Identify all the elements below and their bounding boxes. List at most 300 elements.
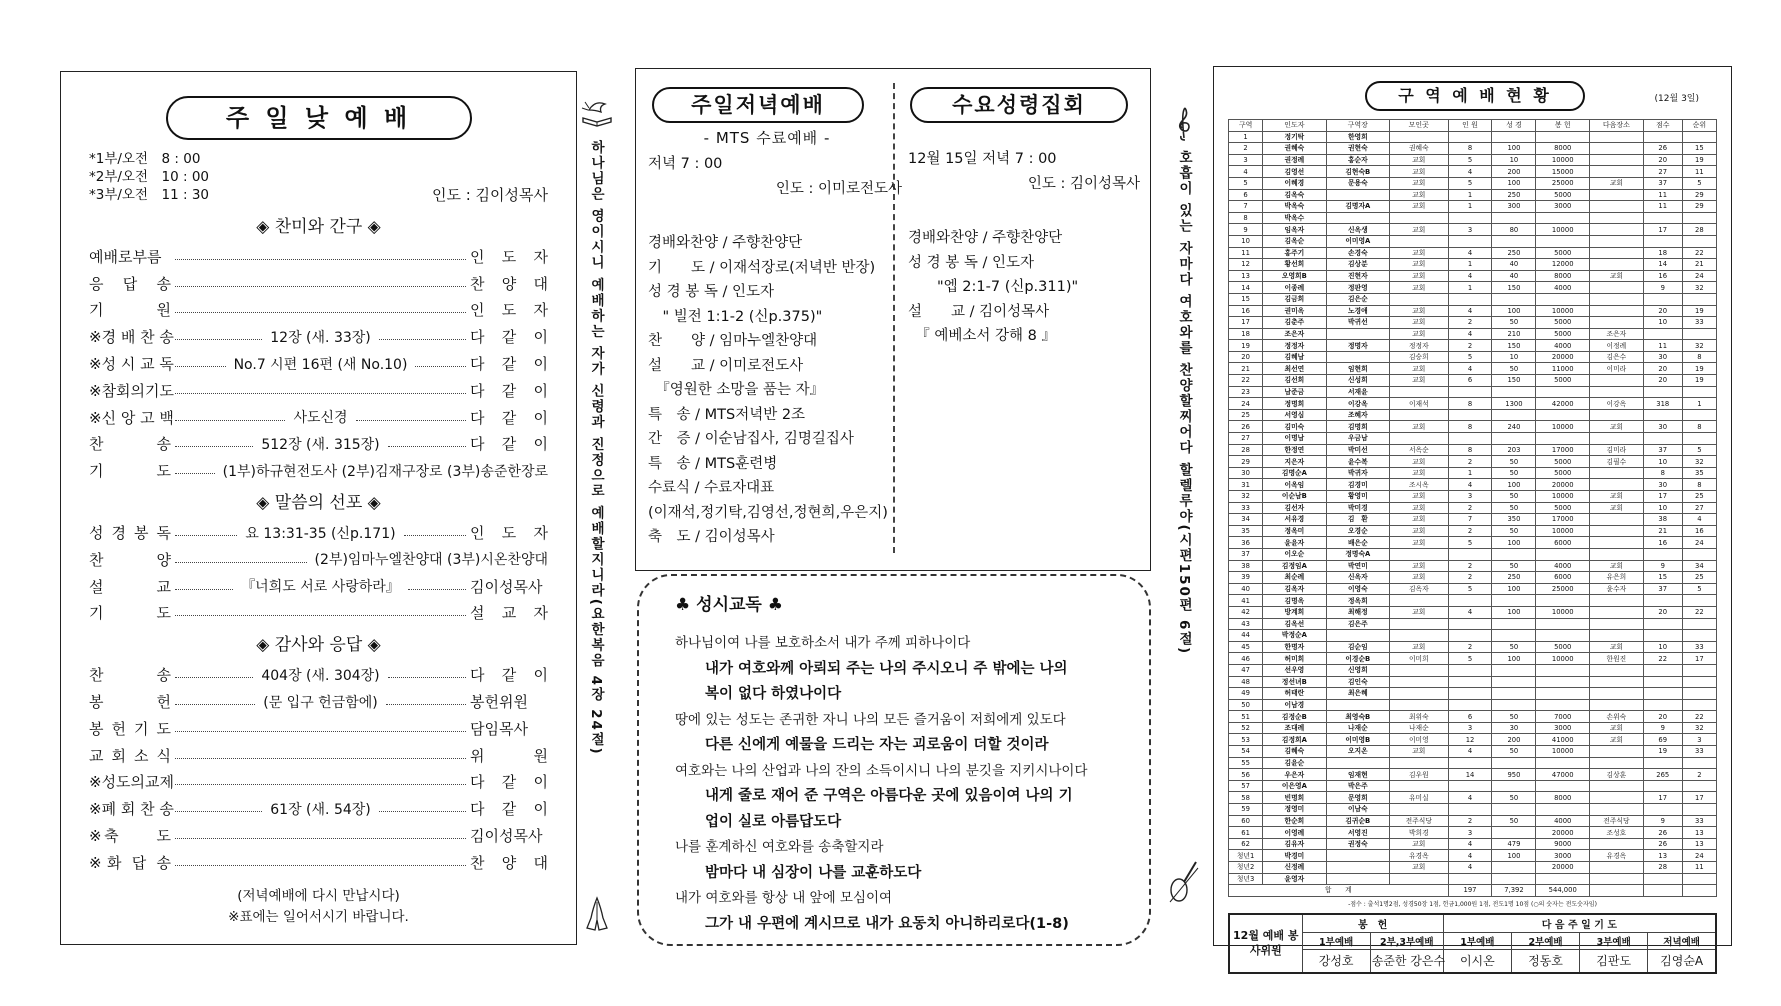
table-cell: 10 [1643, 317, 1682, 329]
table-cell: 김명순A [1263, 467, 1326, 479]
evening-line: " 빌전 1:1-2 (신p.375)" [648, 308, 823, 325]
table-cell: 이은영A [1263, 780, 1326, 792]
table-cell: 50 [1492, 317, 1536, 329]
table-cell: 150 [1492, 282, 1536, 294]
table-cell [1643, 618, 1682, 630]
table-cell: 이혜경 [1263, 177, 1326, 189]
evening-reminder: (저녁예배에 다시 만납시다) [237, 887, 400, 904]
table-cell [1492, 676, 1536, 688]
table-cell: 10000 [1536, 606, 1590, 618]
table-cell: 3 [1448, 224, 1492, 236]
table-row [1229, 398, 1717, 410]
leader-dots [175, 535, 237, 536]
table-row [1229, 270, 1717, 282]
table-cell: 28 [1229, 444, 1263, 456]
table-cell [1536, 131, 1590, 143]
table-cell: 21 [1229, 363, 1263, 375]
table-cell: 1300 [1492, 398, 1536, 410]
table-cell: 홍주기 [1263, 247, 1326, 259]
prayer-header: 다 음 주 일 기 도 [1443, 914, 1716, 933]
table-cell: 22 [1229, 375, 1263, 387]
table-cell: 22 [1643, 653, 1682, 665]
volunteer-column: 3부예배 [1580, 932, 1648, 949]
table-cell: 203 [1492, 444, 1536, 456]
table-cell [1590, 293, 1644, 305]
leader-dots [175, 758, 466, 759]
table-cell [1590, 131, 1644, 143]
table-cell: 1 [1448, 201, 1492, 213]
table-cell [1326, 189, 1389, 201]
district-table [1228, 119, 1717, 897]
item-person: 인 도 자 [470, 301, 548, 320]
evening-line: 특 송 / MTS저녁반 2조 [648, 406, 806, 423]
table-cell: 52 [1229, 722, 1263, 734]
sunday-morning-title: 주 일 낮 예 배 [166, 96, 472, 140]
table-cell: 황선희 [1263, 259, 1326, 271]
leader-dots [175, 731, 466, 732]
table-cell: 김명옥 [1263, 595, 1326, 607]
table-cell: 25 [1229, 409, 1263, 421]
table-cell [1448, 676, 1492, 688]
table-cell: 26 [1643, 838, 1682, 850]
table-cell [1643, 548, 1682, 560]
table-cell: 13 [1229, 270, 1263, 282]
table-row [1229, 282, 1717, 294]
table-cell: 4 [1448, 746, 1492, 758]
table-cell [1492, 235, 1536, 247]
column-header: 인도자 [1263, 120, 1326, 132]
table-cell: 33 [1229, 502, 1263, 514]
service-item [89, 573, 548, 600]
table-cell: 교회 [1390, 154, 1449, 166]
table-cell: 39 [1229, 572, 1263, 584]
table-cell: 홍순자 [1326, 154, 1389, 166]
leader-dots [175, 312, 466, 313]
table-cell: 정정자 [1263, 340, 1326, 352]
evening-line: 성 경 봉 독 / 인도자 [648, 284, 774, 300]
table-cell: 황영미 [1326, 491, 1389, 503]
table-cell: 28 [1682, 224, 1716, 236]
column-header: 인 원 [1448, 120, 1492, 132]
table-cell: 김명희 [1326, 421, 1389, 433]
table-cell: 22 [1682, 247, 1716, 259]
table-cell: 빈명희 [1263, 792, 1326, 804]
volunteer-column: 저녁예배 [1648, 932, 1716, 949]
table-cell: 한명자 [1263, 641, 1326, 653]
table-row [1229, 444, 1717, 456]
table-cell: 교회 [1390, 746, 1449, 758]
table-cell: 박경미 [1263, 850, 1326, 862]
table-cell: 김은주 [1326, 618, 1389, 630]
service-item [89, 457, 548, 484]
table-cell: 35 [1682, 467, 1716, 479]
table-cell: 10 [1643, 641, 1682, 653]
table-cell: 27 [1643, 166, 1682, 178]
table-cell: 정옥미 [1263, 525, 1326, 537]
leader-dots [175, 615, 466, 616]
table-cell: 19 [1682, 305, 1716, 317]
volunteer-name: 강성호 [1302, 949, 1370, 973]
volunteer-name: 송준한 강은수 [1370, 949, 1443, 973]
wednesday-line: 설 교 / 김이성목사 [908, 303, 1050, 320]
table-cell: 오영희B [1263, 270, 1326, 282]
table-cell: 신정례 [1263, 862, 1326, 874]
leader-dots [175, 259, 466, 260]
table-cell [1682, 688, 1716, 700]
table-cell: 25000 [1536, 583, 1590, 595]
table-row [1229, 838, 1717, 850]
table-cell: 50 [1492, 525, 1536, 537]
table-cell: 교회 [1390, 572, 1449, 584]
table-cell [1390, 757, 1449, 769]
table-cell: 37 [1643, 583, 1682, 595]
service-item [89, 849, 548, 876]
table-cell: 17 [1682, 792, 1716, 804]
table-cell: 9 [1643, 815, 1682, 827]
table-cell: 오경순 [1326, 525, 1389, 537]
table-cell: 22 [1682, 606, 1716, 618]
table-cell: 5 [1448, 154, 1492, 166]
table-row [1229, 862, 1717, 874]
table-cell: 10000 [1536, 305, 1590, 317]
table-cell: 8 [1448, 421, 1492, 433]
section-heading: ◈ 찬미와 간구 ◈ [256, 217, 381, 237]
table-row [1229, 572, 1717, 584]
table-cell [1643, 780, 1682, 792]
table-cell [1590, 317, 1644, 329]
table-cell: 318 [1643, 398, 1682, 410]
table-cell [1390, 548, 1449, 560]
table-cell: 김정순B [1263, 711, 1326, 723]
table-cell: 교회 [1590, 421, 1644, 433]
volunteer-table [1228, 913, 1717, 974]
item-person: 담임목사 [470, 719, 528, 738]
table-cell: 2 [1448, 815, 1492, 827]
table-cell: 교회 [1390, 525, 1449, 537]
item-label: 교 회 소 식 [89, 746, 171, 765]
evening-line: 축 도 / 김이성목사 [648, 529, 775, 545]
table-cell: 서영심 [1263, 409, 1326, 421]
table-cell: 4 [1448, 305, 1492, 317]
table-cell: 26 [1229, 421, 1263, 433]
table-cell [1590, 862, 1644, 874]
table-cell: 37 [1643, 444, 1682, 456]
evening-line: 수료식 / 수료자대표 [648, 480, 775, 496]
table-cell [1390, 676, 1449, 688]
table-cell: 이강옥 [1590, 398, 1644, 410]
table-cell [1536, 212, 1590, 224]
table-cell: 4 [1229, 166, 1263, 178]
table-cell: 김옥선 [1263, 618, 1326, 630]
table-cell: 17 [1643, 792, 1682, 804]
table-row [1229, 235, 1717, 247]
table-cell [1536, 699, 1590, 711]
table-row [1229, 757, 1717, 769]
leader-dots [356, 420, 466, 421]
table-cell: 38 [1643, 514, 1682, 526]
leader-dots [175, 704, 255, 705]
table-cell [1643, 595, 1682, 607]
table-cell: 나재순 [1326, 722, 1389, 734]
table-cell [1643, 293, 1682, 305]
table-cell: 19 [1682, 363, 1716, 375]
table-row [1229, 212, 1717, 224]
table-cell: 이오순 [1263, 548, 1326, 560]
table-cell: 25000 [1536, 177, 1590, 189]
table-cell: 2 [1448, 317, 1492, 329]
table-cell: 7 [1229, 201, 1263, 213]
table-row [1229, 143, 1717, 155]
district-date: (12월 3일) [1654, 94, 1699, 104]
item-label: ※축 도 [89, 827, 171, 846]
table-cell: 이미영 [1390, 734, 1449, 746]
table-cell: 정선녀B [1263, 676, 1326, 688]
item-label: 설 교 [89, 577, 171, 596]
table-cell [1590, 630, 1644, 642]
table-cell [1390, 780, 1449, 792]
table-cell [1326, 873, 1389, 885]
table-cell [1448, 293, 1492, 305]
table-cell [1682, 664, 1716, 676]
table-cell [1492, 212, 1536, 224]
item-label: 찬 송 [89, 435, 171, 454]
table-row [1229, 317, 1717, 329]
item-person: 다 같 이 [470, 355, 548, 374]
table-cell: 50 [1492, 560, 1536, 572]
table-cell [1390, 618, 1449, 630]
table-cell: 49 [1229, 688, 1263, 700]
table-cell: 5000 [1536, 467, 1590, 479]
table-cell [1590, 189, 1644, 201]
service-item [89, 688, 548, 715]
table-cell: 5 [1448, 653, 1492, 665]
table-cell: 정기탁 [1263, 131, 1326, 143]
table-cell: 이명남 [1263, 433, 1326, 445]
table-cell: 교회 [1390, 838, 1449, 850]
table-cell: 박미경 [1326, 502, 1389, 514]
table-cell: 30 [1643, 479, 1682, 491]
table-cell [1536, 630, 1590, 642]
item-detail: 61장 (새. 54장) [270, 801, 371, 818]
table-cell: 24 [1682, 850, 1716, 862]
table-cell: 40 [1229, 583, 1263, 595]
table-cell: 45 [1229, 641, 1263, 653]
table-cell: 3 [1682, 734, 1716, 746]
table-cell: 4 [1448, 166, 1492, 178]
table-cell [1492, 862, 1536, 874]
table-cell: 2 [1448, 560, 1492, 572]
leader-dots [175, 339, 262, 340]
table-cell: 교회 [1390, 189, 1449, 201]
table-cell: 노경애 [1326, 305, 1389, 317]
table-cell: 교회 [1590, 177, 1644, 189]
item-label: 성 경 봉 독 [89, 524, 171, 543]
table-cell [1390, 212, 1449, 224]
table-cell [1590, 143, 1644, 155]
table-row [1229, 734, 1717, 746]
table-cell [1492, 630, 1536, 642]
table-cell: 69 [1643, 734, 1682, 746]
table-cell: 56 [1229, 769, 1263, 781]
table-cell: 나재순 [1390, 722, 1449, 734]
table-cell: 4000 [1536, 340, 1590, 352]
table-cell: 윤윤자 [1263, 537, 1326, 549]
table-cell [1390, 131, 1449, 143]
table-cell: 20 [1643, 305, 1682, 317]
table-row [1229, 375, 1717, 387]
service-item [89, 297, 548, 324]
divider [893, 83, 895, 553]
leader-dots [175, 865, 466, 866]
evening-line: 경배와찬양 / 주향찬양단 [648, 235, 803, 251]
table-cell: 57 [1229, 780, 1263, 792]
table-cell: 김미라 [1590, 444, 1644, 456]
table-row [1229, 351, 1717, 363]
violin-icon [1166, 858, 1200, 904]
item-label: 예배로부름 [89, 247, 162, 266]
wednesday-service [908, 87, 1140, 349]
service-item [89, 350, 548, 377]
item-label: ※경 배 찬 송 [89, 328, 174, 347]
table-row [1229, 711, 1717, 723]
table-cell: 50 [1492, 641, 1536, 653]
table-cell: 24 [1682, 537, 1716, 549]
table-cell [1590, 282, 1644, 294]
table-cell: 42000 [1536, 398, 1590, 410]
table-cell [1448, 699, 1492, 711]
table-cell: 박옥숙 [1263, 201, 1326, 213]
table-cell: 서영진 [1326, 827, 1389, 839]
table-cell: 3000 [1536, 850, 1590, 862]
leader-dots [404, 535, 466, 536]
table-row [1229, 618, 1717, 630]
table-cell [1643, 757, 1682, 769]
item-label: ※성 시 교 독 [89, 355, 174, 374]
volunteer-column: 2부,3부예배 [1370, 932, 1443, 949]
table-cell [1682, 595, 1716, 607]
table-cell: 58 [1229, 792, 1263, 804]
table-cell: 50 [1229, 699, 1263, 711]
leader-dots [175, 677, 253, 678]
table-cell: 신옥자 [1326, 572, 1389, 584]
table-row [1229, 850, 1717, 862]
table-cell: 50 [1492, 491, 1536, 503]
table-cell [1682, 618, 1716, 630]
table-cell [1326, 862, 1389, 874]
table-cell: 남준금 [1263, 386, 1326, 398]
table-cell: 16 [1229, 305, 1263, 317]
table-cell [1682, 804, 1716, 816]
service-item [89, 600, 548, 627]
table-cell: 37 [1229, 548, 1263, 560]
table-cell: 이미라 [1590, 363, 1644, 375]
table-cell: 이미희 [1390, 653, 1449, 665]
table-cell: 100 [1492, 479, 1536, 491]
table-cell: 5 [1448, 351, 1492, 363]
column-header: 점수 [1643, 120, 1682, 132]
table-cell: 김춘주 [1263, 317, 1326, 329]
table-cell: 15 [1682, 143, 1716, 155]
table-cell: 16 [1682, 525, 1716, 537]
table-cell: 문영희 [1326, 792, 1389, 804]
column-header: 구역장 [1326, 120, 1389, 132]
table-cell: 9 [1229, 224, 1263, 236]
table-cell [1448, 409, 1492, 421]
table-cell: 15 [1229, 293, 1263, 305]
table-cell [1448, 386, 1492, 398]
table-cell: 권혜숙 [1390, 143, 1449, 155]
table-cell [1448, 433, 1492, 445]
table-cell: 30 [1229, 467, 1263, 479]
table-cell: 100 [1492, 177, 1536, 189]
table-row [1229, 699, 1717, 711]
table-cell [1590, 386, 1644, 398]
table-cell [1590, 873, 1644, 885]
evening-line: 설 교 / 이미로전도사 [648, 357, 804, 374]
table-cell [1448, 235, 1492, 247]
table-cell: 김선희 [1263, 375, 1326, 387]
table-row [1229, 676, 1717, 688]
table-cell: 4 [1448, 838, 1492, 850]
table-cell: 32 [1682, 282, 1716, 294]
table-row [1229, 827, 1717, 839]
evening-leader: 인도 : 이미로전도사 [775, 180, 902, 197]
table-cell: 53 [1229, 734, 1263, 746]
table-cell: 조혜자 [1326, 409, 1389, 421]
table-cell: 김옥자 [1390, 583, 1449, 595]
table-cell: 26 [1643, 143, 1682, 155]
totals-row [1229, 885, 1717, 897]
leader-line: 나를 훈계하신 여호와를 송축할지라 [675, 839, 884, 855]
table-cell: 10 [1643, 456, 1682, 468]
table-cell [1643, 212, 1682, 224]
item-detail: 요 13:31-35 (신p.171) [245, 525, 396, 542]
table-cell: 3 [1448, 722, 1492, 734]
table-cell: 교회 [1390, 317, 1449, 329]
column-header: 순위 [1682, 120, 1716, 132]
table-cell: 한영희 [1326, 131, 1389, 143]
table-cell: 29 [1229, 456, 1263, 468]
table-cell: 윤수복 [1326, 456, 1389, 468]
table-cell [1390, 235, 1449, 247]
service-item [89, 661, 548, 688]
table-row [1229, 421, 1717, 433]
table-cell: 1 [1448, 259, 1492, 271]
table-cell: 32 [1682, 340, 1716, 352]
item-detail: 『너희도 서로 사랑하라』 [241, 579, 400, 596]
table-cell [1590, 166, 1644, 178]
table-cell: 20 [1643, 363, 1682, 375]
table-cell: 박귀선 [1326, 317, 1389, 329]
table-cell: 5 [1448, 583, 1492, 595]
table-cell: 9 [1643, 560, 1682, 572]
table-row [1229, 595, 1717, 607]
standing-note: ※표에는 일어서시기 바랍니다. [228, 908, 409, 925]
table-row [1229, 386, 1717, 398]
table-cell [1682, 386, 1716, 398]
table-cell: 박미선 [1326, 444, 1389, 456]
table-cell: 8 [1229, 212, 1263, 224]
table-row [1229, 630, 1717, 642]
service-item [89, 404, 548, 431]
table-cell: 4000 [1536, 560, 1590, 572]
table-row [1229, 340, 1717, 352]
table-cell: 최선연 [1263, 363, 1326, 375]
table-cell: 교회 [1590, 270, 1644, 282]
table-cell: 김윤순 [1263, 757, 1326, 769]
table-cell: 3 [1448, 491, 1492, 503]
item-person: 다 같 이 [470, 773, 548, 792]
